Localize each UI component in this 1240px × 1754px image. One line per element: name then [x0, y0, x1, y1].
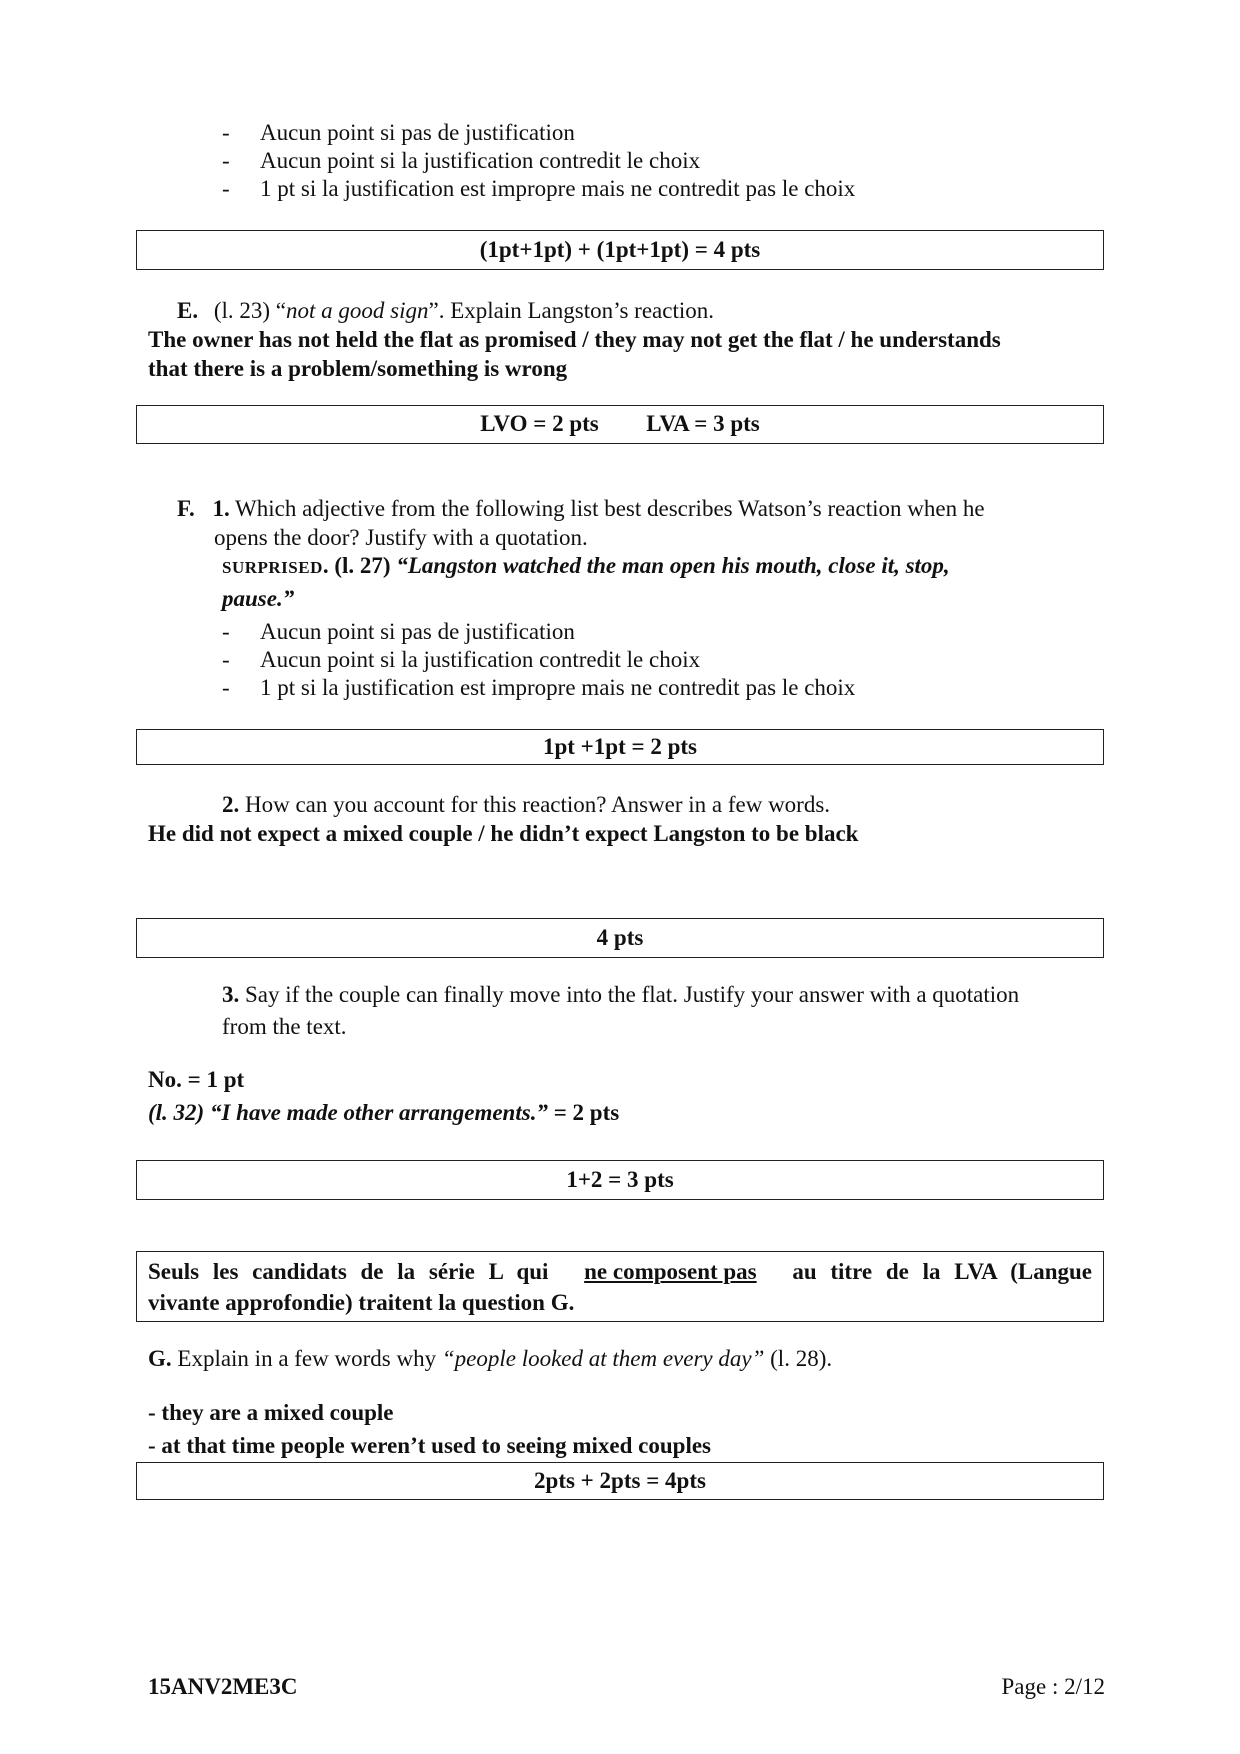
notice-line2: vivante approfondie) traitent la question G. — [148, 1290, 575, 1315]
question-f3-answer-line1: No. = 1 pt — [148, 1067, 245, 1092]
score-box-3-text: 1pt +1pt = 2 pts — [542, 734, 697, 759]
question-f3-text: Say if the couple can finally move into the flat. Justify your answer with a quotation — [245, 982, 1020, 1007]
score-box-5-text: 1+2 = 3 pts — [566, 1167, 674, 1192]
question-f3-line2: from the text. — [222, 1014, 347, 1039]
question-e-answer-line2: that there is a problem/something is wrong — [148, 356, 568, 381]
question-f1-answer — [222, 551, 950, 582]
question-f3-line1 — [222, 980, 1019, 1009]
score-box-2 — [136, 405, 1104, 444]
score-box-6 — [136, 1462, 1104, 1500]
score-lva: LVA = 3 pts — [646, 411, 760, 436]
notice-line1 — [148, 1256, 1092, 1287]
answer-quote-line1: “Langston watched the man open his mouth, close it, stop, — [396, 553, 950, 578]
question-e — [177, 296, 714, 325]
score-lvo: LVO = 2 pts — [480, 411, 599, 436]
question-e-letter: E. — [177, 298, 199, 323]
question-g-letter: G. — [148, 1346, 172, 1371]
question-f1-line2: opens the door? Justify with a quotation. — [214, 525, 588, 550]
question-g — [148, 1344, 832, 1373]
question-f-letter: F. — [177, 496, 195, 521]
score-box-4 — [136, 918, 1104, 958]
question-f1-number: 1. — [212, 496, 230, 521]
question-f3-number: 3. — [222, 982, 240, 1007]
notice-box — [136, 1251, 1104, 1322]
notice-part2: au titre de la LVA (Langue — [792, 1259, 1092, 1284]
question-f2-answer: He did not expect a mixed couple / he didn’t expect Langston to be black — [148, 821, 859, 846]
question-g-answer2: - at that time people weren’t used to seeing mixed couples — [148, 1433, 712, 1458]
question-f1-answer-line2: pause.” — [222, 586, 295, 611]
score-box-5 — [136, 1160, 1104, 1200]
question-e-rest: ”. Explain Langston’s reaction. — [428, 298, 715, 323]
score-box-4-text: 4 pts — [596, 925, 644, 950]
score-box-1 — [136, 230, 1104, 270]
question-f3-answer-line2 — [148, 1098, 619, 1127]
notice-underlined: ne composent pas — [584, 1259, 757, 1284]
score-box-6-text: 2pts + 2pts = 4pts — [534, 1468, 706, 1493]
question-e-ref: (l. 23) “ — [213, 298, 287, 323]
score-box-3 — [136, 729, 1104, 765]
question-f1-line1 — [177, 494, 985, 523]
question-f1-text: Which adjective from the following list best describes Watson’s reaction when he — [235, 496, 985, 521]
answer-points: = 2 pts — [547, 1100, 620, 1125]
question-f2-text: How can you account for this reaction? Answer in a few words. — [245, 792, 831, 817]
answer-ref: . (l. 27) — [322, 553, 397, 578]
footer-page-number: Page : 2/12 — [1001, 1674, 1105, 1699]
answer-word: SURPRISED — [222, 558, 323, 577]
notice-part1: Seuls les candidats de la série L qui — [148, 1259, 549, 1284]
question-g-ref: (l. 28). — [764, 1346, 833, 1371]
question-f2 — [222, 790, 830, 819]
question-e-answer-line1: The owner has not held the flat as promised / they may not get the flat / he understands — [148, 327, 1001, 352]
question-g-answer1: - they are a mixed couple — [148, 1400, 394, 1425]
answer-quote: (l. 32) “I have made other arrangements.” — [148, 1100, 548, 1125]
footer-code: 15ANV2ME3C — [148, 1674, 298, 1699]
score-box-1-text: (1pt+1pt) + (1pt+1pt) = 4 pts — [479, 237, 761, 262]
question-g-text: Explain in a few words why — [171, 1346, 442, 1371]
question-e-quote: not a good sign — [286, 298, 429, 323]
question-g-quote: “people looked at them every day” — [441, 1346, 765, 1371]
question-f2-number: 2. — [222, 792, 240, 817]
